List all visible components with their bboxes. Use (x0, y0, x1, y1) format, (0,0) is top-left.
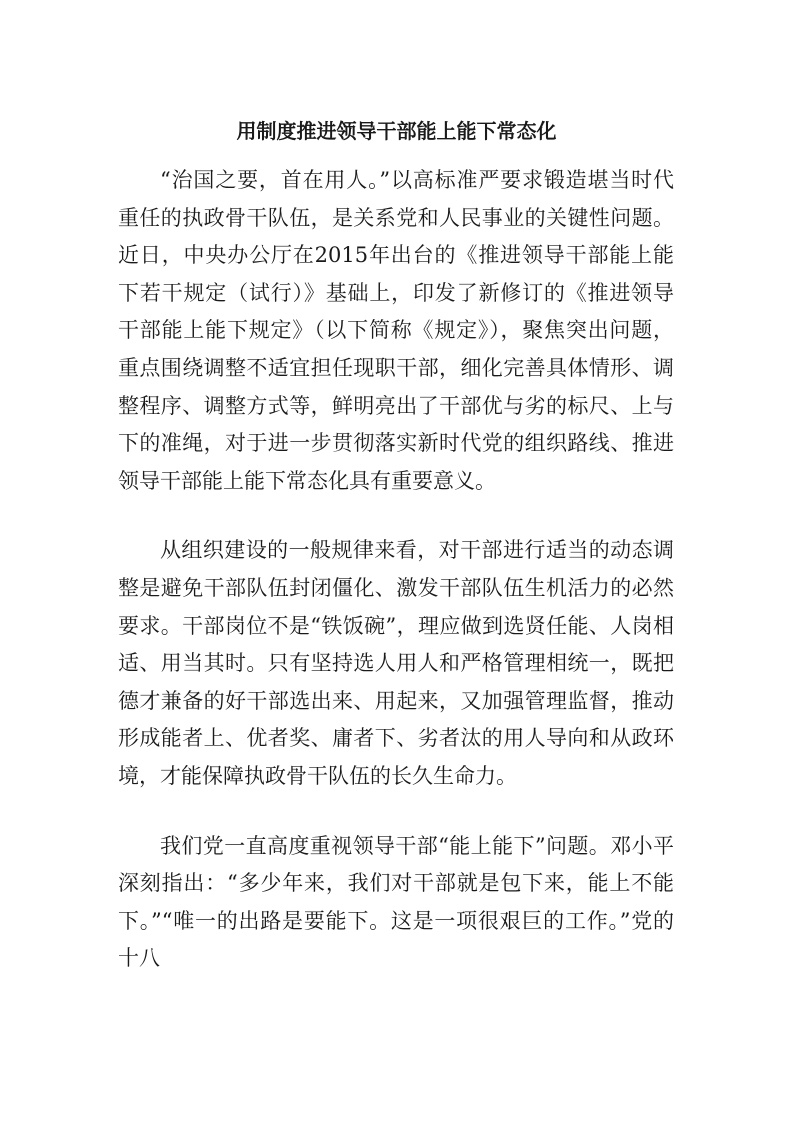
paragraph-1: “治国之要，首在用人。”以高标准严要求锻造堪当时代重任的执政骨干队伍，是关系党和人民事业的关键性问题。近日，中央办公厅在2015年出台的《推进领导干部能上能下若干规定（试行）》基础上，印发了新修订的《推进领导干部能上能下规定》（以下简称《规定》），聚焦突出问题，重点围绕调整不适宜担任现职干部，细化完善具体情形、调整程序、调整方式等，鲜明亮出了干部优与劣的标尺、上与下的准绳，对于进一步贯彻落实新时代党的组织路线、推进领导干部能上能下常态化具有重要意义。 (118, 168, 674, 493)
document-title: 用制度推进领导干部能上能下常态化 (236, 119, 557, 143)
paragraph-2: 从组织建设的一般规律来看，对干部进行适当的动态调整是避免干部队伍封闭僵化、激发干部队伍生机活力的必然要求。干部岗位不是“铁饭碗”，理应做到选贤任能、人岗相适、用当其时。只有坚持选人用人和严格管理相统一，既把德才兼备的好干部选出来、用起来，又加强管理监督，推动形成能者上、优者奖、庸者下、劣者汰的用人导向和从政环境，才能保障执政骨干队伍的长久生命力。 (118, 538, 674, 788)
paragraph-3: 我们党一直高度重视领导干部“能上能下”问题。邓小平深刻指出：“多少年来，我们对干部就是包下来，能上不能下。”“唯一的出路是要能下。这是一项很艰巨的工作。”党的十八 (118, 833, 674, 971)
document-body (118, 162, 674, 978)
